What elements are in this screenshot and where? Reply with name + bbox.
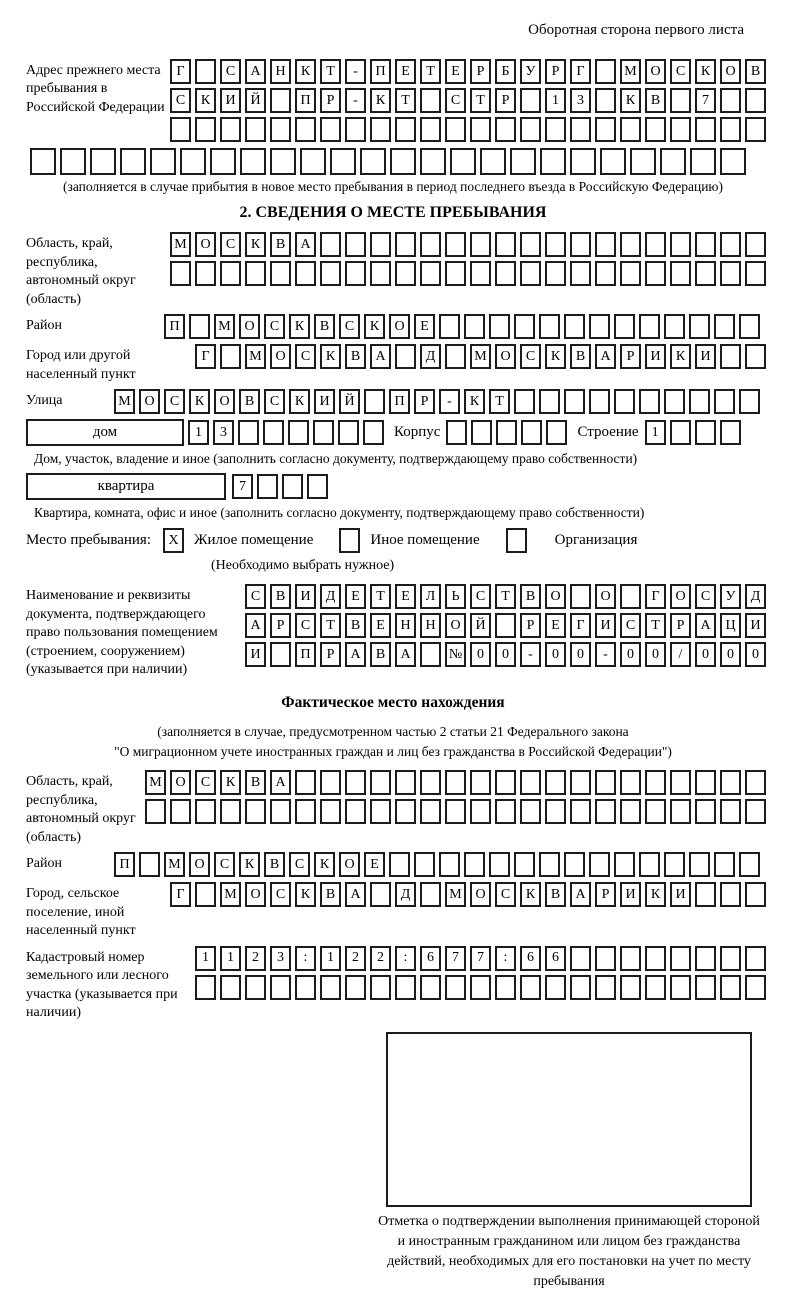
- stay-option-residential-checkbox: X: [163, 528, 184, 553]
- prev-address-overflow-row: [26, 148, 760, 175]
- district-row: П М О С К В С К О Е: [160, 314, 760, 339]
- apartment-cells: 7: [228, 474, 328, 499]
- actual-city-label: Город, сельское поселение, иной населенный пункт: [26, 886, 136, 939]
- document-row-3: И П Р А В А № 0 0 - 0 0 - 0 0 / 0 0 0: [241, 642, 766, 667]
- actual-location-title: Фактическое место нахождения: [281, 693, 505, 711]
- actual-city-rows: [166, 882, 760, 907]
- actual-region-row-1: М О С К В А: [141, 770, 766, 795]
- actual-district-rows: [62, 852, 760, 877]
- prev-address-row-3: [166, 117, 766, 142]
- street-label: Улица: [26, 393, 63, 409]
- prev-address-rows: [166, 59, 760, 142]
- street-block: [26, 389, 760, 414]
- city-rows: [191, 344, 760, 369]
- actual-district-block: [26, 852, 760, 877]
- stroenie-cells: 1: [641, 420, 741, 445]
- city-block: [26, 344, 760, 384]
- house-note: Дом, участок, владение и иное (заполнить согласно документу, подтверждающему право собственности): [34, 451, 638, 467]
- apartment-row: [26, 473, 760, 500]
- prev-address-label: Адрес прежнего места пребывания в Российской Федерации: [26, 63, 165, 115]
- street-row: М О С К О В С К И Й П Р - К Т: [110, 389, 760, 414]
- confirmation-stamp-box: [386, 1032, 752, 1207]
- house-box: дом: [26, 419, 184, 446]
- stay-option-other-checkbox: [339, 528, 360, 553]
- region-row-1: М О С К В А: [166, 232, 766, 257]
- stroenie-label: Строение: [577, 424, 639, 441]
- section2-title: 2. СВЕДЕНИЯ О МЕСТЕ ПРЕБЫВАНИЯ: [239, 204, 547, 222]
- actual-city-block: [26, 882, 760, 940]
- actual-city-row: Г М О С К В А Д М О С К В А Р И К И: [166, 882, 766, 907]
- actual-region-block: [26, 770, 760, 847]
- korpus-label: Корпус: [394, 424, 441, 441]
- district-label: Район: [26, 318, 62, 334]
- law-note-line-1: (заполняется в случае, предусмотренном частью 2 статьи 21 Федерального закона: [157, 723, 629, 739]
- actual-district-row: П М О С К В С К О Е: [110, 852, 760, 877]
- stay-option-residential-label: Жилое помещение: [194, 532, 314, 549]
- korpus-cells: [442, 420, 567, 445]
- actual-region-label: Область, край, республика, автономный округ (область): [26, 774, 136, 845]
- stay-type-row: [26, 528, 760, 553]
- law-note-line-2: "О миграционном учете иностранных граждан и лиц без гражданства в Российской Федерации"): [114, 744, 672, 760]
- city-label: Город или другой населенный пункт: [26, 348, 136, 382]
- actual-region-rows: [141, 770, 760, 824]
- stay-type-label: Место пребывания:: [26, 532, 151, 549]
- actual-district-label: Район: [26, 856, 62, 872]
- confirmation-caption: Отметка о подтверждении выполнения принимающей стороной и иностранным гражданином или лицом без гражданства действий, необходимых для его постановки на учет по месту пребывания: [378, 1214, 760, 1290]
- apartment-note: Квартира, комната, офис и иное (заполнить согласно документу, подтверждающему право собственности): [34, 505, 645, 521]
- city-row: Г М О С К В А Д М О С К В А Р И К И: [191, 344, 766, 369]
- document-rows: [241, 584, 760, 667]
- stay-option-organization-checkbox: [506, 528, 527, 553]
- document-row-2: А Р С Т В Е Н Н О Й Р Е Г И С Т Р А Ц И: [241, 613, 766, 638]
- document-label: Наименование и реквизиты документа, подтверждающего право пользования помещением (строением, сооружением) (указывается при наличии): [26, 588, 218, 678]
- document-block: [26, 584, 760, 679]
- prev-address-block: [26, 59, 760, 142]
- street-rows: [63, 389, 760, 414]
- stay-type-note: (Необходимо выбрать нужное): [211, 558, 395, 574]
- apartment-box: квартира: [26, 473, 226, 500]
- cadastral-row-2: [191, 975, 766, 1000]
- region-block: [26, 232, 760, 309]
- prev-address-note: (заполняется в случае прибытия в новое место пребывания в период последнего въезда в Российскую Федерацию): [62, 179, 724, 194]
- house-row: [26, 419, 760, 446]
- house-number-cells: 1 3: [184, 420, 384, 445]
- stay-option-organization-label: Организация: [554, 532, 638, 549]
- cadastral-rows: [191, 946, 760, 1000]
- prev-address-row-1: Г С А Н К Т - П Е Т Е Р Б У Р Г М О С К О В: [166, 59, 766, 84]
- actual-location-law-note: [26, 722, 760, 763]
- page-side-note: Оборотная сторона первого листа: [528, 22, 744, 38]
- cadastral-row-1: 1 1 2 3 : 1 2 2 : 6 7 7 : 6 6: [191, 946, 766, 971]
- stay-option-other-label: Иное помещение: [370, 532, 480, 549]
- actual-region-row-2: [141, 799, 766, 824]
- region-rows: [166, 232, 760, 286]
- district-block: [26, 314, 760, 339]
- prev-address-row-2: С К И Й П Р - К Т С Т Р 1 3 К В 7: [166, 88, 766, 113]
- cadastral-label: Кадастровый номер земельного или лесного участка (указывается при наличии): [26, 949, 178, 1020]
- document-row-1: С В И Д Е Т Е Л Ь С Т В О О Г О С У Д: [241, 584, 766, 609]
- region-row-2: [166, 261, 766, 286]
- district-rows: [62, 314, 760, 339]
- confirmation-block: [378, 1032, 760, 1292]
- region-label: Область, край, республика, автономный округ (область): [26, 236, 136, 307]
- cadastral-block: [26, 946, 760, 1023]
